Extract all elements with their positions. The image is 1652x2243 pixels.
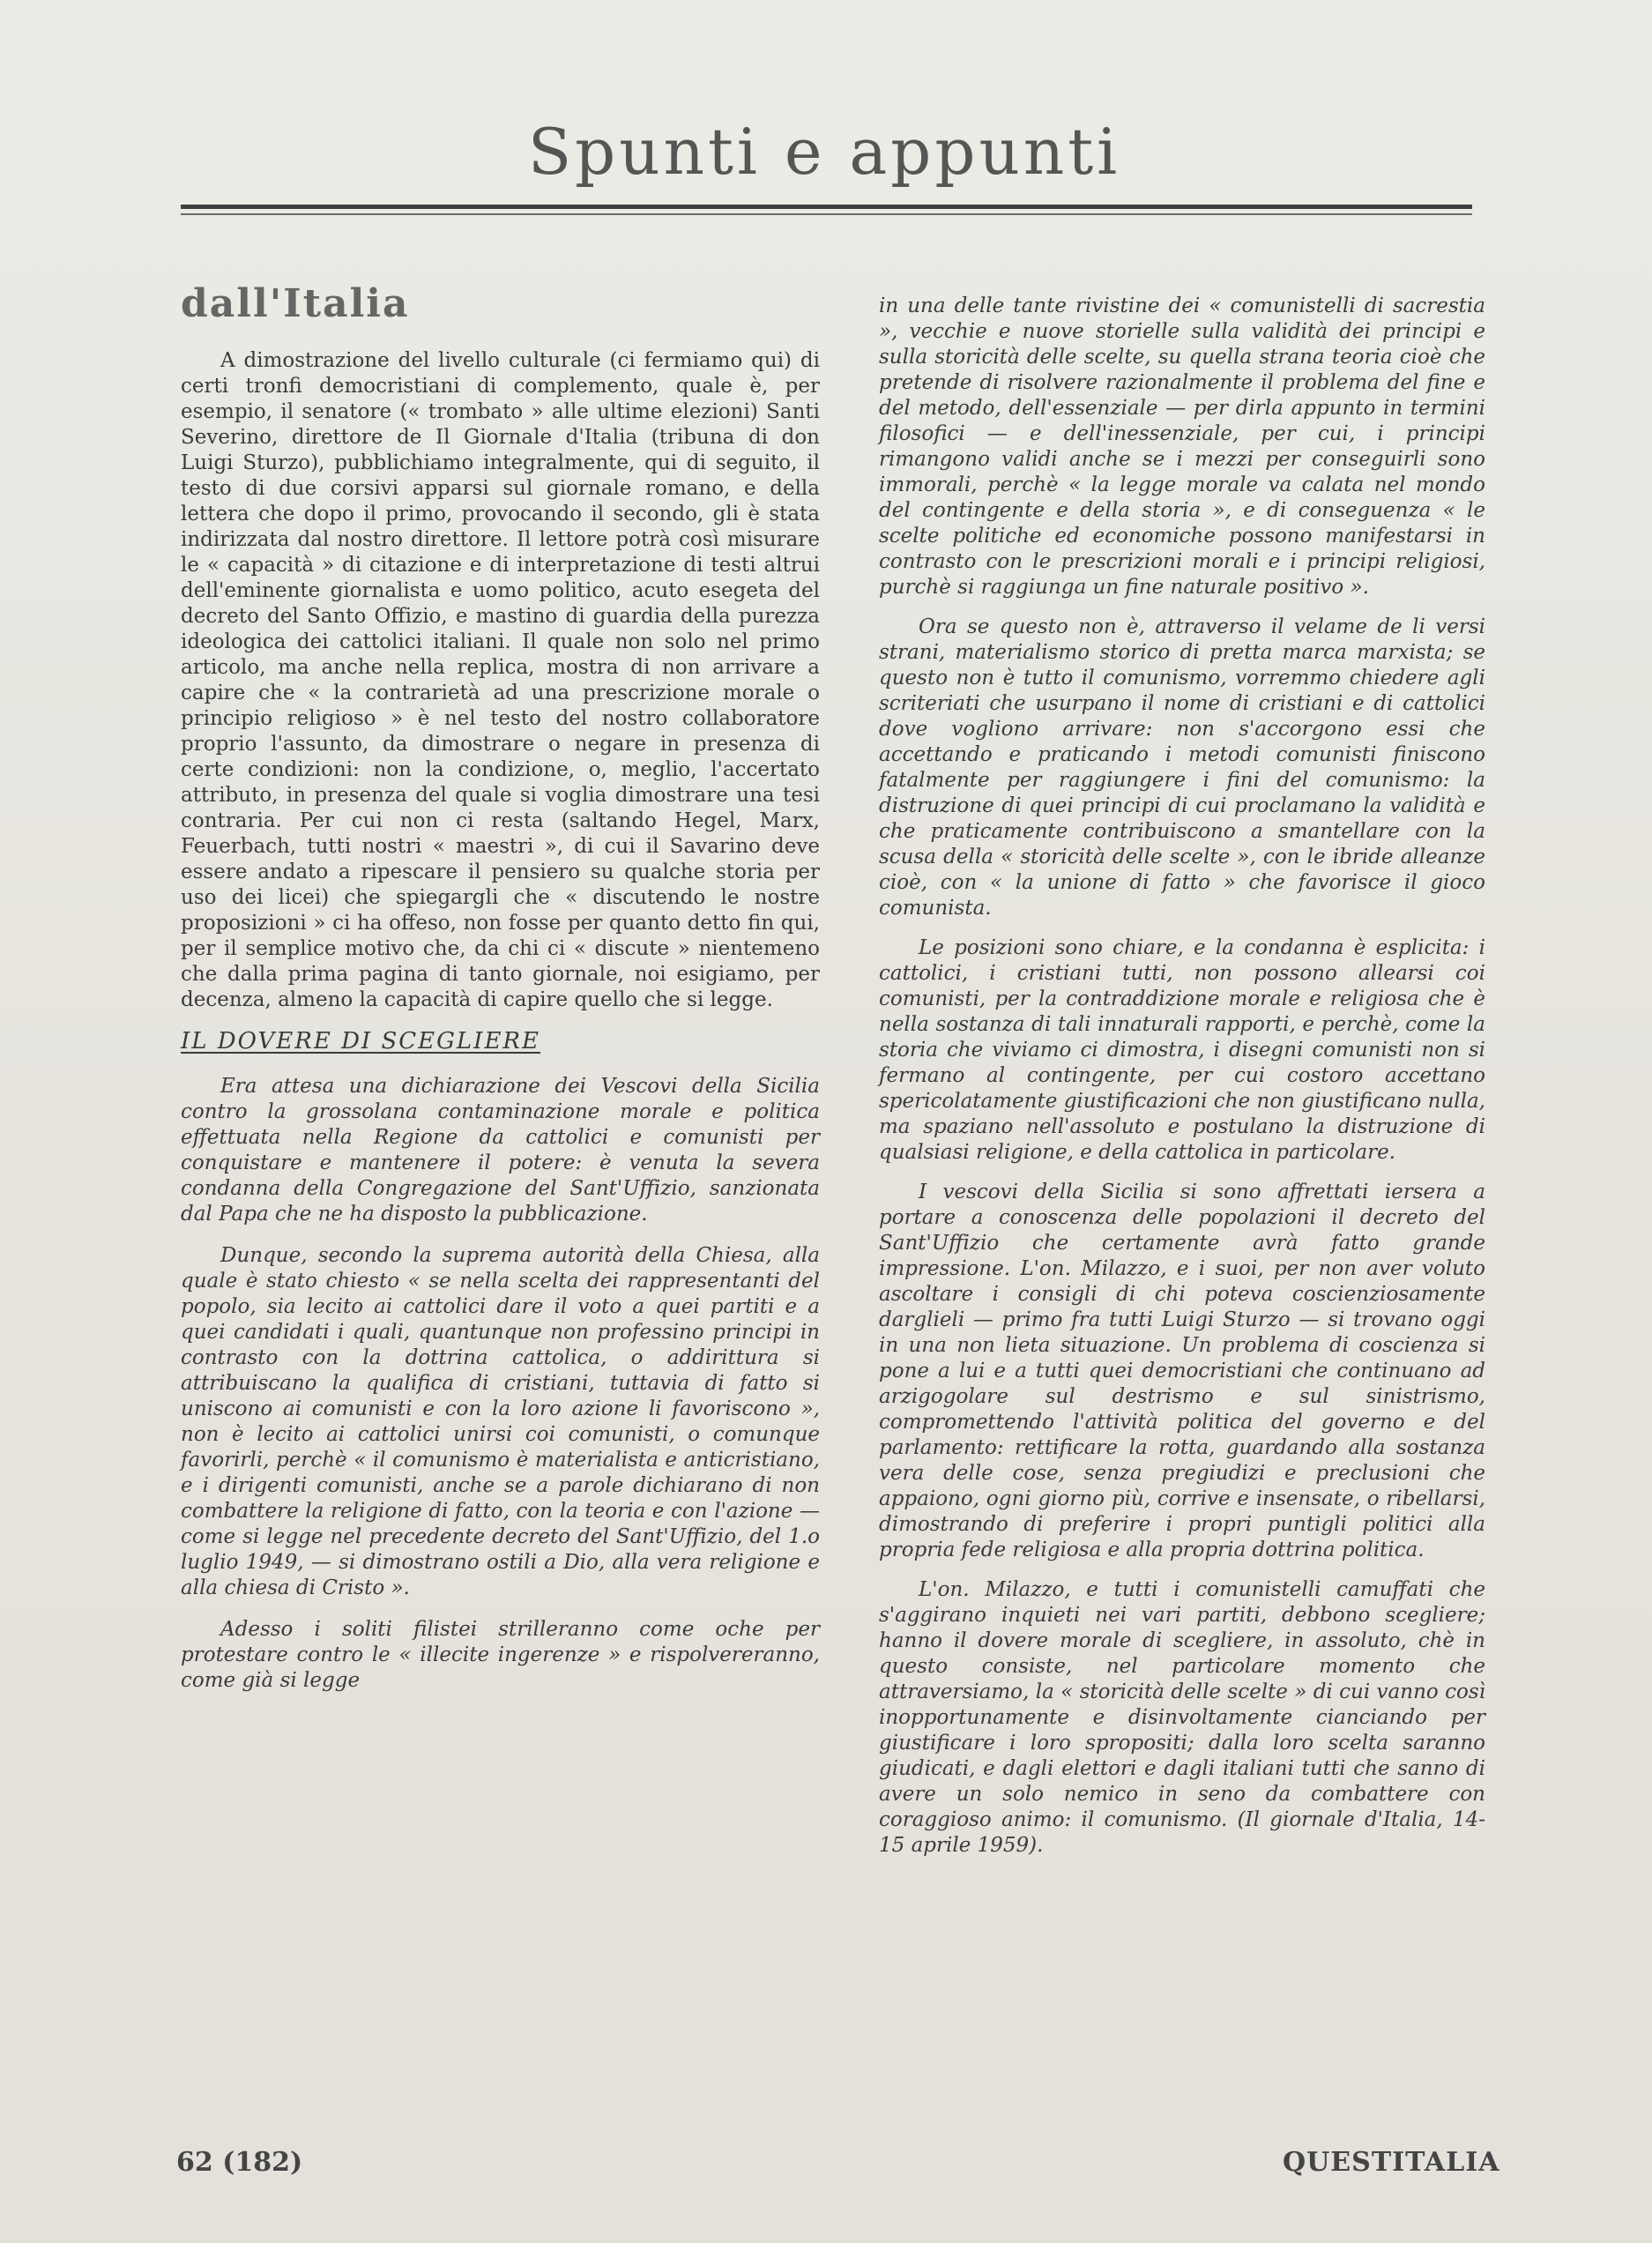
subheading: IL DOVERE DI SCEGLIERE [181, 1028, 540, 1054]
right-column [879, 294, 1485, 1873]
page-title: Spunti e appunti [527, 115, 1121, 189]
right-paragraph-3: Le posizioni sono chiare, e la condanna è esplicita: i cattolici, i cristiani tutti, non possono allearsi coi comunisti, per la contraddizione morale e religiosa che è nella sostanza di tali innaturali rapporti, e perchè, come la storia che viviamo ci dimostra, i disegni comunisti non si fermano al contingente, per cui costoro accettano spericolatamente giustificazioni che non giustificano nulla, ma spaziano nell'assoluto e postulano la distruzione di qualsiasi religione, e della cattolica in particolare. [879, 936, 1485, 1164]
right-paragraph-2: Ora se questo non è, attraverso il velame de li versi strani, materialismo storico di pretta marca marxista; se questo non è tutto il comunismo, vorremmo chiedere agli scriteriati che usurpano il nome di cristiani e di cattolici dove vogliono arrivare: non s'accorgono essi che accettando e praticando i metodi comunisti finiscono fatalmente per raggiungere i fini del comunismo: la distruzione di quei principi di cui proclamano la validità e che praticamente contribuiscono a smantellare con la scusa della « storicità delle scelte », con le ibride alleanze cioè, con « la unione di fatto » che favorisce il gioco comunista. [879, 615, 1485, 920]
header-rule-thin [181, 213, 1472, 215]
page-number: 62 (182) [176, 2147, 303, 2178]
magazine-name: QUESTITALIA [1283, 2147, 1500, 2178]
left-column [181, 281, 820, 1710]
left-paragraph-3: Dunque, secondo la suprema autorità della Chiesa, alla quale è stato chiesto « se nella scelta dei rappresentanti del popolo, sia lecito ai cattolici dare il voto a quei partiti e a quei candidati i quali, quantunque non professino principi in contrasto con la dottrina cattolica, o addirittura si attribuiscano la qualifica di cristiani, tuttavia di fatto si uniscono ai comunisti e con la loro azione li favoriscono », non è lecito ai cattolici unirsi coi comunisti, o comunque favorirli, perchè « il comunismo è materialista e anticristiano, e i dirigenti comunisti, anche se a parole dichiarano di non combattere la religione di fatto, con la teoria e con l'azione — come si legge nel precedente decreto del Sant'Uffizio, del 1.o luglio 1949, — si dimostrano ostili a Dio, alla vera religione e alla chiesa di Cristo ». [181, 1244, 820, 1599]
section-title: dall'Italia [181, 281, 410, 326]
page-header [176, 115, 1472, 189]
right-paragraph-1: in una delle tante rivistine dei « comunistelli di sacrestia », vecchie e nuove storielle sulla validità dei principi e sulla storicità delle scelte, su quella strana teoria cioè che pretende di risolvere razionalmente il problema del fine e del metodo, dell'essenziale — per dirla appunto in termini filosofici — e dell'inessenziale, per cui, i principi rimangono validi anche se i mezzi per conseguirli sono immorali, perchè « la legge morale va calata nel mondo del contingente e della storia », e di conseguenza « le scelte politiche ed economiche possono manifestarsi in contrasto con le prescrizioni morali e i principi religiosi, purchè si raggiunga un fine naturale positivo ». [879, 294, 1485, 599]
right-paragraph-5: L'on. Milazzo, e tutti i comunistelli camuffati che s'aggirano inquieti nei vari partiti, debbono scegliere; hanno il dovere morale di scegliere, in assoluto, chè in questo consiste, nel particolare momento che attraversiamo, la « storicità delle scelte » di cui vanno così inopportunamente e disinvoltamente cianciando per giustificare i loro spropositi; dalla loro scelta saranno giudicati, e dagli elettori e dagli italiani tutti che sanno di avere un solo nemico in seno da combattere con coraggioso animo: il comunismo. (Il giornale d'Italia, 14-15 aprile 1959). [879, 1578, 1485, 1857]
left-paragraph-1: A dimostrazione del livello culturale (ci fermiamo qui) di certi tronfi democristiani di complemento, quale è, per esempio, il senatore (« trombato » alle ultime elezioni) Santi Severino, direttore de Il Giornale d'Italia (tribuna di don Luigi Sturzo), pubblichiamo integralmente, qui di seguito, il testo di due corsivi apparsi sul giornale romano, e della lettera che dopo il primo, provocando il secondo, gli è stata indirizzata dal nostro direttore. Il lettore potrà così misurare le « capacità » di citazione e di interpretazione di testi altrui dell'eminente giornalista e uomo politico, acuto esegeta del decreto del Santo Offizio, e mastino di guardia della purezza ideologica dei cattolici italiani. Il quale non solo nel primo articolo, ma anche nella replica, mostra di non arrivare a capire che « la contrarietà ad una prescrizione morale o principio religioso » è nel testo del nostro collaboratore proprio l'assunto, da dimostrare o negare in presenza di certe condizioni: non la condizione, o, meglio, l'accertato attributo, in presenza del quale si voglia dimostrare una tesi contraria. Per cui non ci resta (saltando Hegel, Marx, Feuerbach, tutti nostri « maestri », di cui il Savarino deve essere andato a ripescare il pensiero su qualche storia per uso dei licei) che spiegargli che « discutendo le nostre proposizioni » ci ha offeso, non fosse per quanto detto fin qui, per il semplice motivo che, da chi ci « discute » nientemeno che dalla prima pagina di tanto giornale, noi esigiamo, per decenza, almeno la capacità di capire quello che si legge. [181, 349, 820, 1011]
header-rule-thick [181, 205, 1472, 209]
left-paragraph-2: Era attesa una dichiarazione dei Vescovi della Sicilia contro la grossolana contaminazione morale e politica effettuata nella Regione da cattolici e comunisti per conquistare e mantenere il potere: è venuta la severa condanna della Congregazione del Sant'Uffizio, sanzionata dal Papa che ne ha disposto la pubblicazione. [181, 1075, 820, 1226]
left-paragraph-4: Adesso i soliti filistei strilleranno come oche per protestare contro le « illecite ingerenze » e rispolvereranno, come già si legge [181, 1618, 820, 1692]
right-paragraph-4: I vescovi della Sicilia si sono affrettati iersera a portare a conoscenza delle popolazioni il decreto del Sant'Uffizio che certamente avrà fatto grande impressione. L'on. Milazzo, e i suoi, per non aver voluto ascoltare i consigli di chi poteva coscienziosamente darglieli — primo fra tutti Luigi Sturzo — si trovano oggi in una non lieta situazione. Un problema di coscienza si pone a lui e a tutti quei democristiani che continuano ad arzigogolare sul destrismo e sul sinistrismo, compromettendo l'attività politica del governo e del parlamento: rettificare la rotta, guardando alla sostanza vera delle cose, senza pregiudizi e preclusioni che appaiono, ogni giorno più, corrive e insensate, o ribellarsi, dimostrando di preferire i propri puntigli politici alla propria fede religiosa e alla propria dottrina politica. [879, 1181, 1485, 1561]
